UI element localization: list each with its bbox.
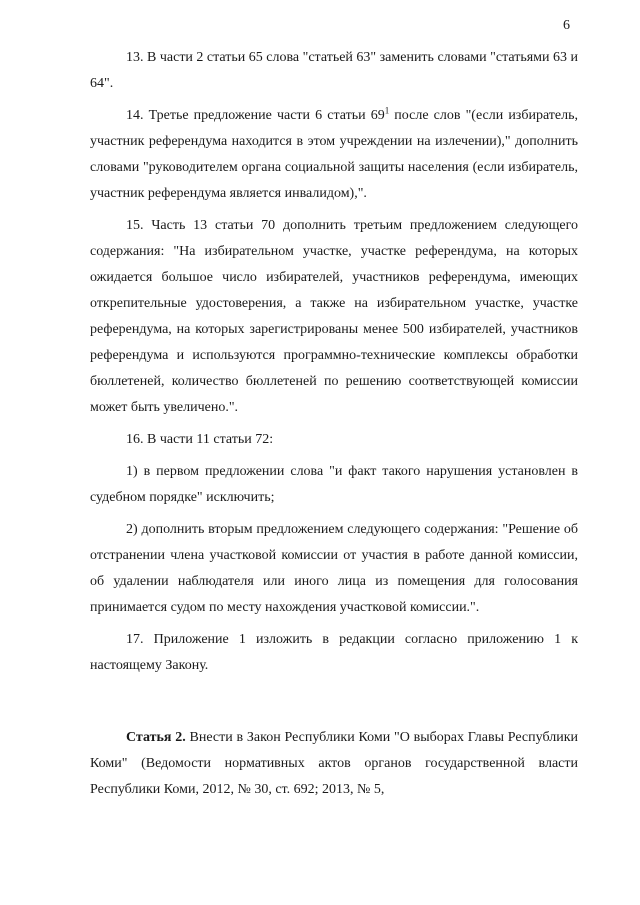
paragraph-16-item-2: 2) дополнить вторым предложением следующего содержания: "Решение об отстранении члена участковой комиссии от участия в работе данной комиссии, об удалении наблюдателя или иного лица из помещения для голосования принимается судом по месту нахождения участковой комиссии.". bbox=[90, 522, 578, 615]
article-2 bbox=[90, 725, 578, 803]
paragraph-14-after: после слов "(если избиратель, участник референдума находится в этом учреждении на излечении)," дополнить словами "руководителем органа социальной защиты населения (если избиратель, участник референдума является инвалидом),". bbox=[90, 108, 579, 201]
paragraph-16-item-1: 1) в первом предложении слова "и факт такого нарушения установлен в судебном порядке" исключить; bbox=[90, 464, 578, 505]
paragraph-14-before: 14. Третье предложение части 6 статьи 69 bbox=[126, 108, 385, 123]
paragraph-14-superscript: 1 bbox=[384, 105, 390, 116]
document-body bbox=[90, 45, 578, 809]
paragraph-17: 17. Приложение 1 изложить в редакции согласно приложению 1 к настоящему Закону. bbox=[90, 632, 578, 673]
page-number: 6 bbox=[563, 18, 570, 33]
paragraph-13: 13. В части 2 статьи 65 слова "статьей 63" заменить словами "статьями 63 и 64". bbox=[90, 50, 578, 91]
paragraph-15: 15. Часть 13 статьи 70 дополнить третьим предложением следующего содержания: "На избирательном участке, участке референдума, на которых ожидается большое число избирателей, участников референдума, имеющих открепительные удостоверения, а также на избирательном участке, участке референдума, на которых зарегистрированы менее 500 избирателей, участников референдума и используются программно-технические комплексы обработки бюллетеней, количество бюллетеней по решению соответствующей комиссии может быть увеличено.". bbox=[90, 218, 578, 415]
paragraph-16: 16. В части 11 статьи 72: bbox=[126, 432, 274, 447]
article-2-text: Внести в Закон Республики Коми "О выборах Главы Республики Коми" (Ведомости нормативных актов органов государственной власти Республики Коми, 2012, № 30, ст. 692; 2013, № 5, bbox=[90, 730, 579, 797]
paragraph-14 bbox=[90, 103, 578, 207]
article-2-label: Статья 2. bbox=[126, 730, 186, 745]
